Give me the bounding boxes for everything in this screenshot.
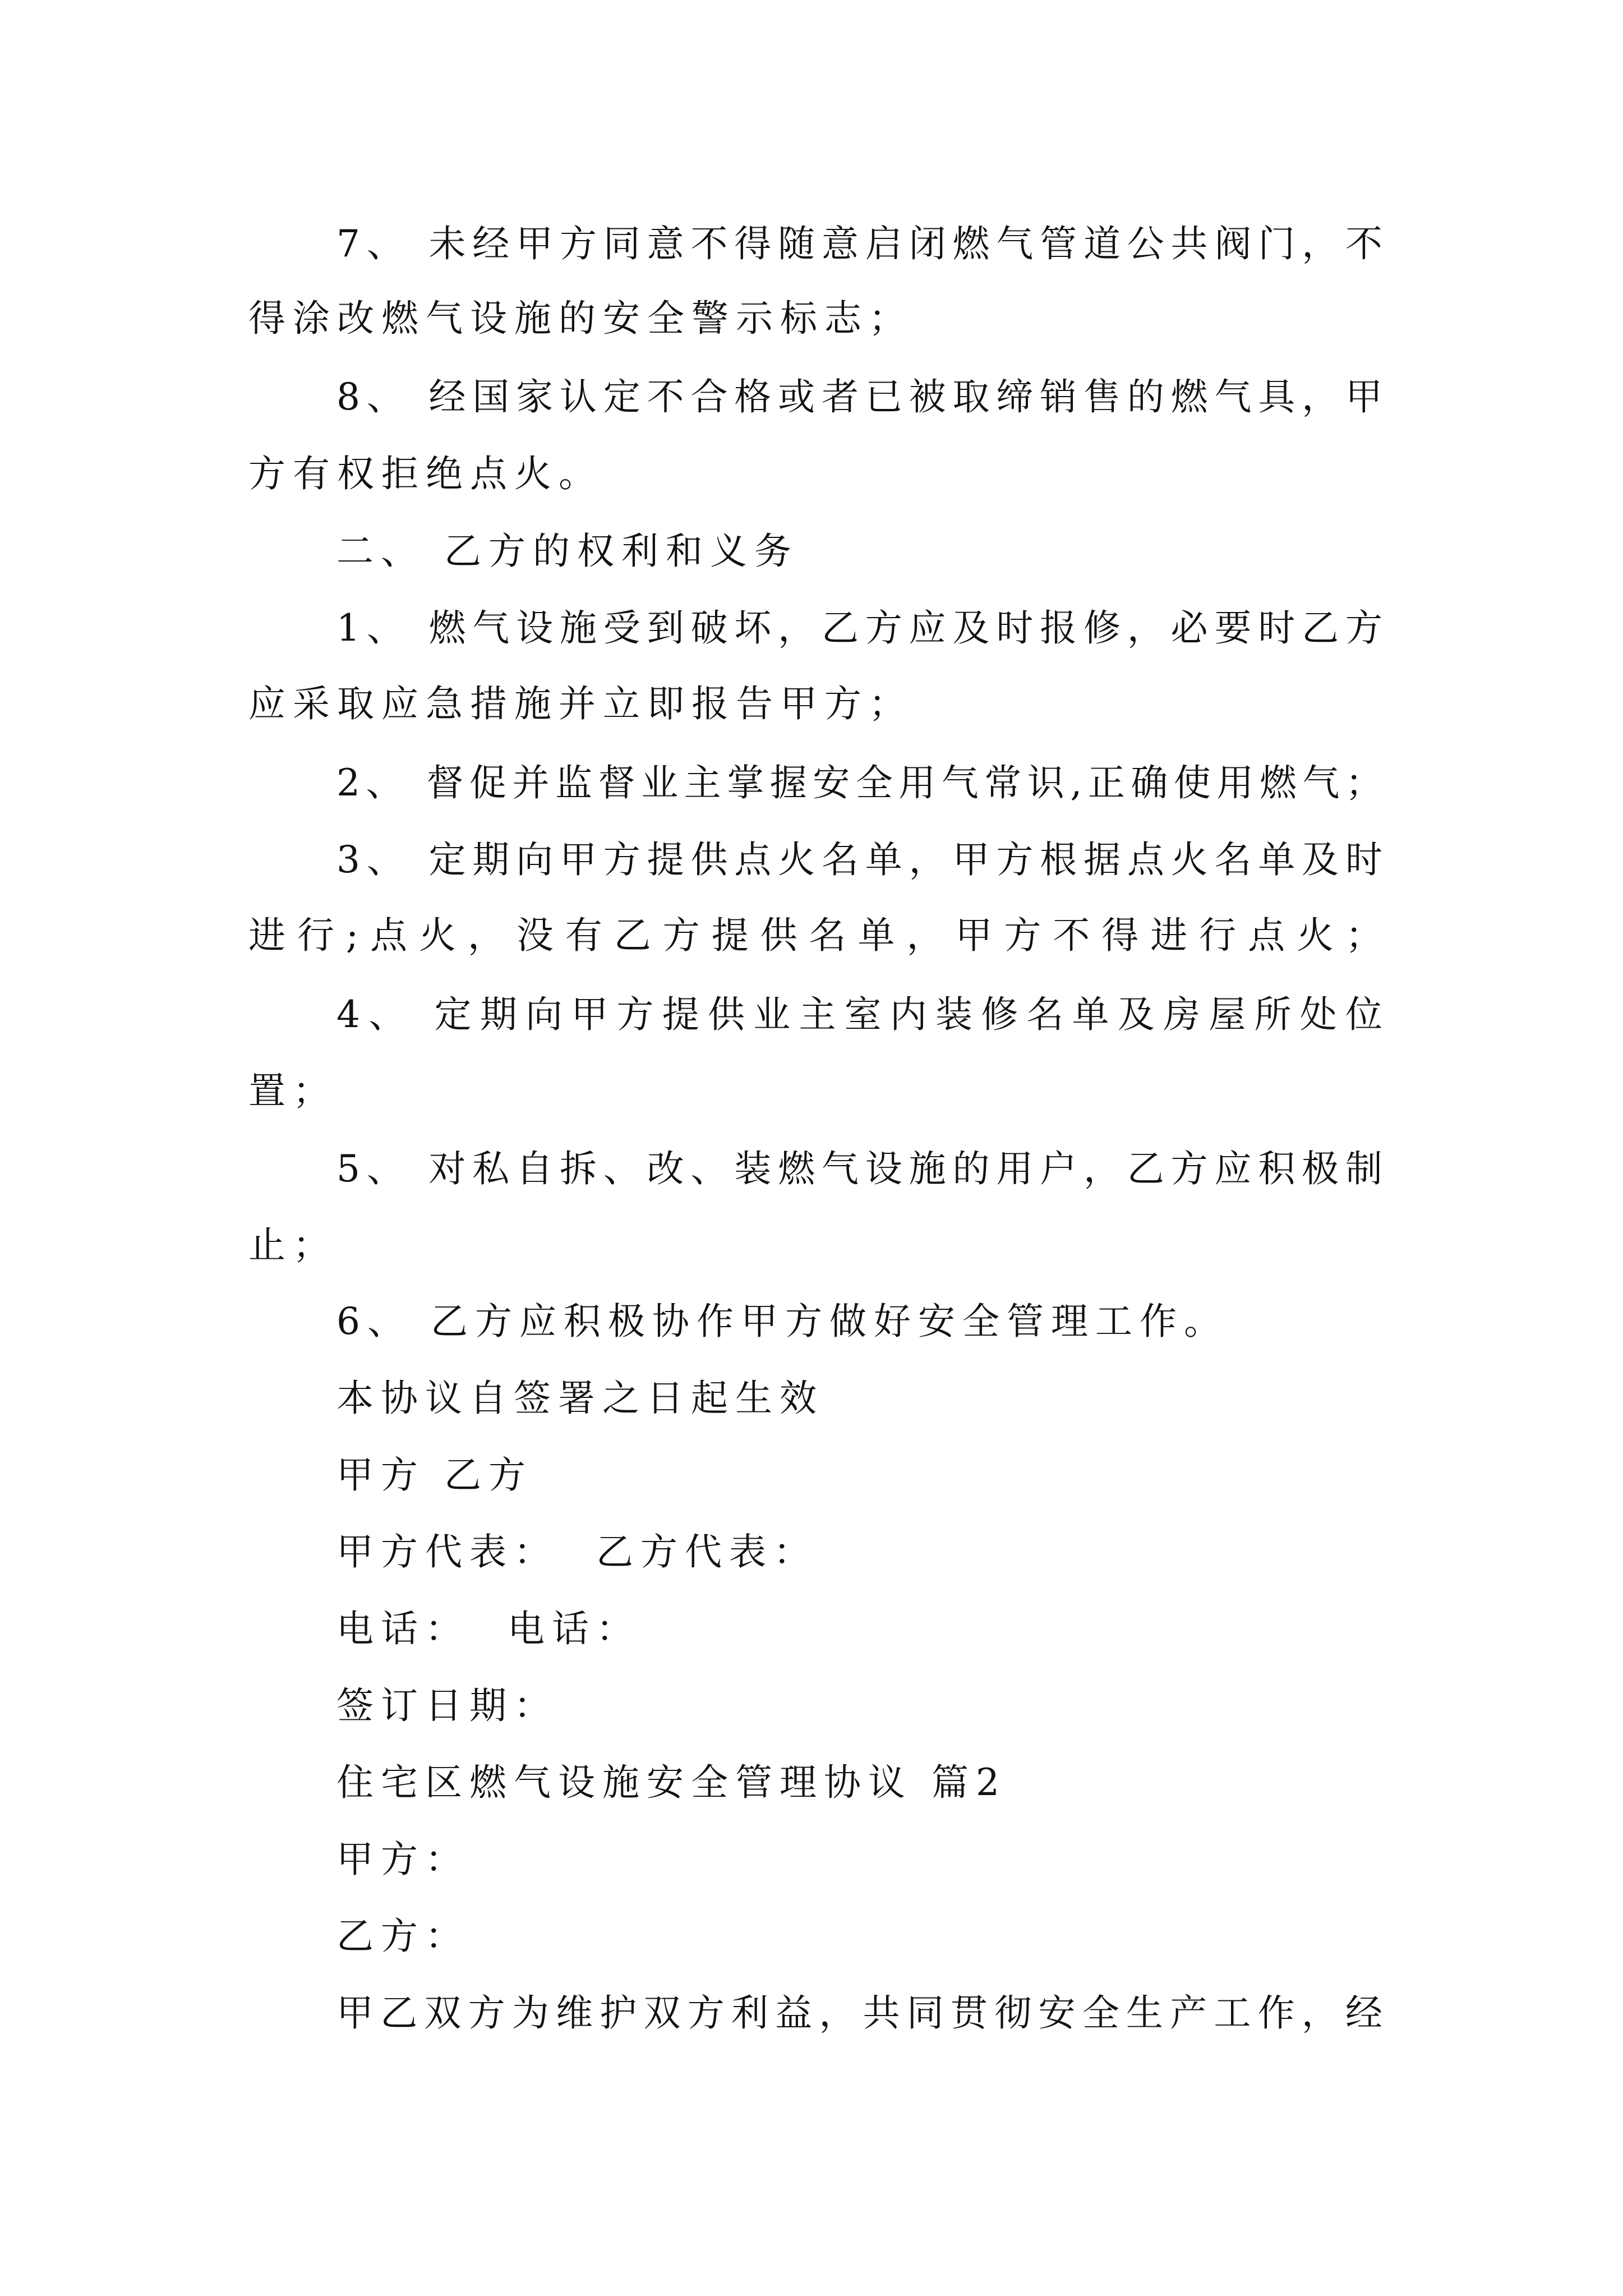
paragraph-line: 8、 经国家认定不合格或者已被取缔销售的燃气具，甲 bbox=[336, 375, 1382, 418]
representatives-line: 甲方代表： 乙方代表： bbox=[336, 1530, 818, 1573]
phone-line: 电话： 电话： bbox=[336, 1607, 640, 1650]
effective-clause: 本协议自签署之日起生效 bbox=[336, 1377, 824, 1420]
paragraph-line: 5、 对私自拆、改、装燃气设施的用户，乙方应积极制 bbox=[336, 1147, 1382, 1190]
paragraph-line: 3、 定期向甲方提供点火名单，甲方根据点火名单及时 bbox=[336, 838, 1382, 881]
paragraph-line: 2、 督促并监督业主掌握安全用气常识,正确使用燃气； bbox=[336, 761, 1382, 804]
paragraph-line: 4、 定期向甲方提供业主室内装修名单及房屋所处位 bbox=[336, 993, 1382, 1036]
party-a-line: 甲方： bbox=[336, 1838, 469, 1881]
parties-line: 甲方 乙方 bbox=[336, 1453, 533, 1497]
paragraph-line: 置； bbox=[248, 1069, 337, 1112]
paragraph-line: 应采取应急措施并立即报告甲方； bbox=[248, 682, 913, 725]
paragraph-line: 得涂改燃气设施的安全警示标志； bbox=[248, 297, 913, 340]
paragraph-line: 6、 乙方应积极协作甲方做好安全管理工作。 bbox=[336, 1300, 1228, 1343]
paragraph-line: 甲乙双方为维护双方利益，共同贯彻安全生产工作，经 bbox=[336, 1991, 1382, 2035]
paragraph-line: 方有权拒绝点火。 bbox=[248, 452, 603, 495]
party-b-line: 乙方： bbox=[336, 1915, 469, 1958]
paragraph-line: 7、 未经甲方同意不得随意启闭燃气管道公共阀门，不 bbox=[336, 222, 1382, 265]
paragraph-line: 止； bbox=[248, 1223, 337, 1267]
agreement-title: 住宅区燃气设施安全管理协议 篇2 bbox=[336, 1761, 1007, 1804]
paragraph-line: 进行;点火，没有乙方提供名单，甲方不得进行点火； bbox=[248, 914, 1382, 957]
section-heading: 二、 乙方的权利和义务 bbox=[336, 530, 799, 573]
sign-date-line: 签订日期： bbox=[336, 1684, 558, 1727]
paragraph-line: 1、 燃气设施受到破坏，乙方应及时报修，必要时乙方 bbox=[336, 606, 1382, 650]
